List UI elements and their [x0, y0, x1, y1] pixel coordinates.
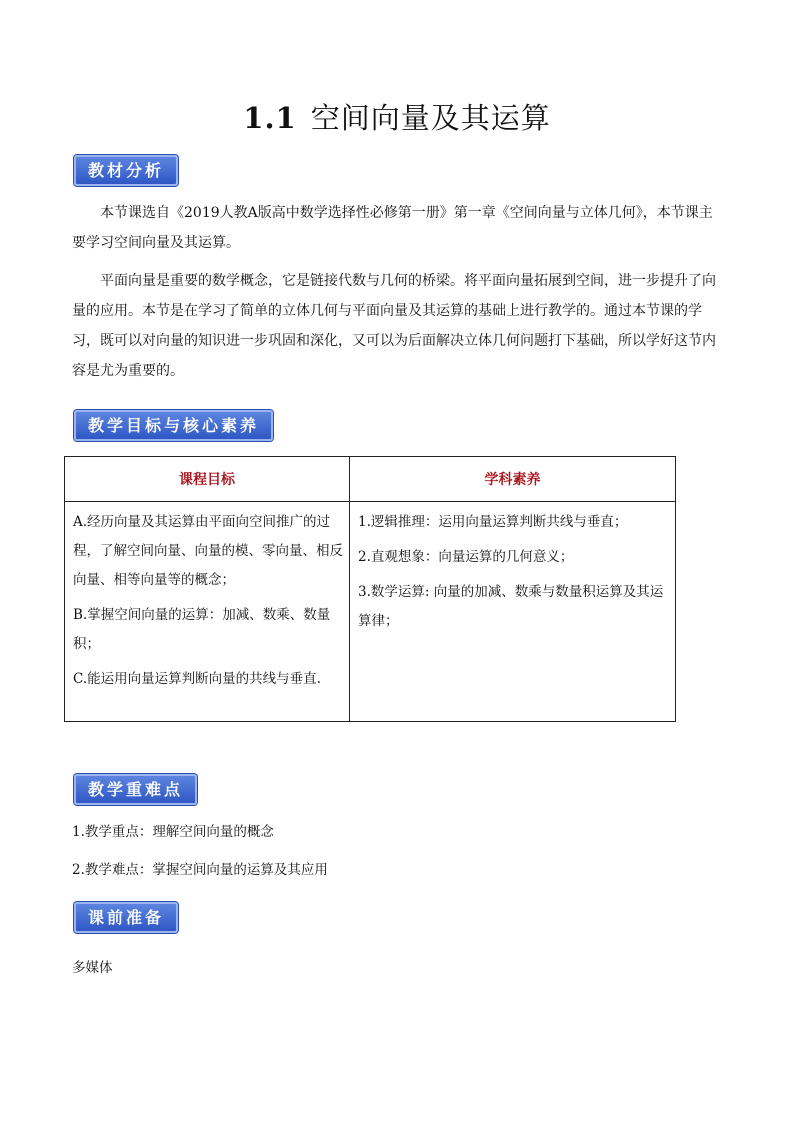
- table-header-course-goals: 课程目标: [65, 457, 350, 502]
- section-heading-analysis: 教材分析: [74, 155, 178, 186]
- preparation-text: 多媒体: [72, 960, 113, 976]
- objectives-table: [64, 456, 676, 722]
- key-point-1: 1.教学重点：理解空间向量的概念: [72, 824, 274, 840]
- core-literacy-cell: [350, 502, 676, 722]
- section-heading-key-points: 教学重难点: [74, 774, 197, 805]
- analysis-paragraph-2: 平面向量是重要的数学概念，它是链接代数与几何的桥梁。将平面向量拓展到空间，进一步提升了向量的应用。本节是在学习了简单的立体几何与平面向量及其运算的基础上进行教学的。通过本节课的学习，既可以对向量的知识进一步巩固和深化，又可以为后面解决立体几何问题打下基础，所以学好这节内容是尤为重要的。: [72, 273, 716, 379]
- literacy-item-1: 1.逻辑推理：运用向量运算判断共线与垂直；: [358, 514, 628, 530]
- table-header-core-literacy: 学科素养: [350, 457, 676, 502]
- course-goal-a: A.经历向量及其运算由平面向空间推广的过程，了解空间向量、向量的模、零向量、相反向量、相等向量等的概念；: [73, 514, 343, 588]
- literacy-item-2: 2.直观想象：向量运算的几何意义；: [358, 549, 574, 565]
- title-number: 1.1: [243, 101, 297, 135]
- page-title: [0, 96, 794, 137]
- analysis-paragraph-1: 本节课选自《2019人教A版高中数学选择性必修第一册》第一章《空间向量与立体几何》，本节课主要学习空间向量及其运算。: [72, 205, 713, 251]
- title-text: 空间向量及其运算: [310, 101, 551, 135]
- key-point-2: 2.教学难点：掌握空间向量的运算及其应用: [72, 862, 328, 878]
- course-goals-cell: [65, 502, 350, 722]
- course-goal-b: B.掌握空间向量的运算：加减、数乘、数量积；: [73, 607, 331, 652]
- section-heading-preparation: 课前准备: [74, 902, 178, 933]
- course-goal-c: C.能运用向量运算判断向量的共线与垂直.: [73, 671, 321, 687]
- section-heading-objectives: 教学目标与核心素养: [74, 410, 273, 441]
- literacy-item-3: 3.数学运算: 向量的加减、数乘与数量积运算及其运算律；: [358, 584, 664, 629]
